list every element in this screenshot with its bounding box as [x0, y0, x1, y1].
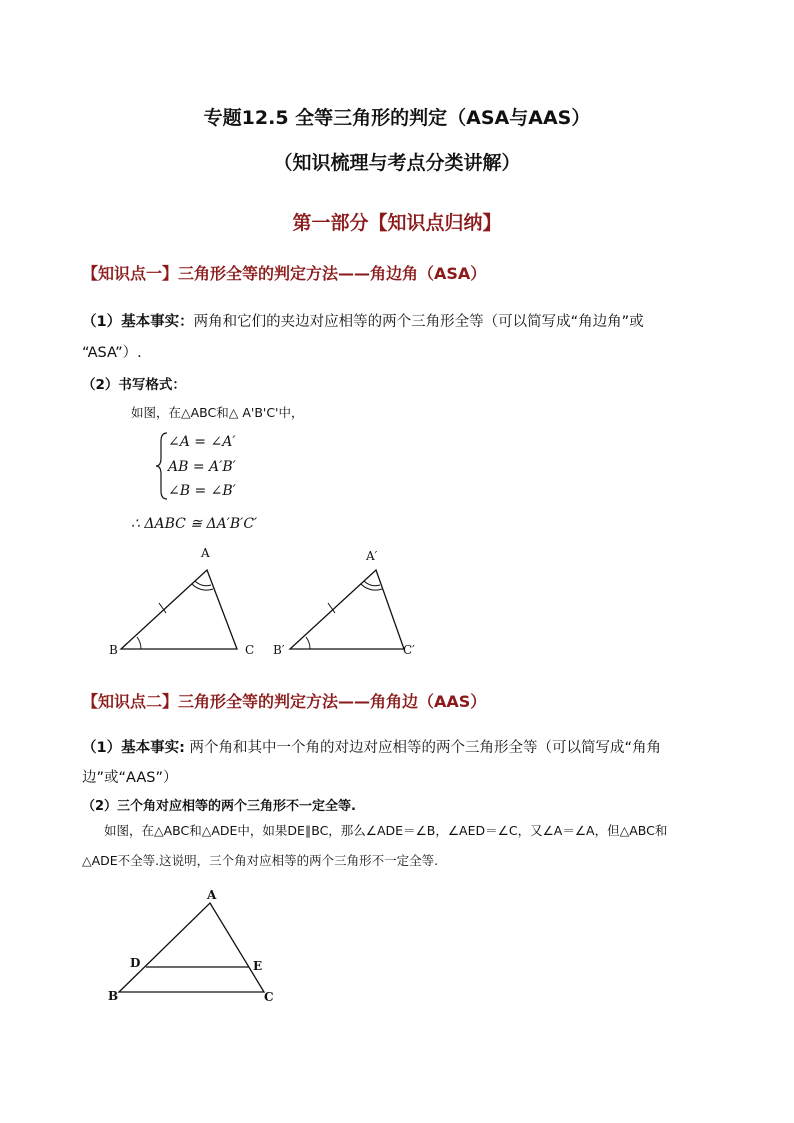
label-b: B — [109, 643, 118, 657]
kp2-fact-text: 两个角和其中一个角的对边对应相等的两个三角形全等（可以简写成“角角 — [184, 740, 662, 756]
kp1-fact-cont: “ASA”）. — [82, 345, 142, 361]
kp1-fact-label: （1）基本事实： — [82, 314, 194, 330]
kp2-item2: （2）三个角对应相等的两个三角形不一定全等. — [82, 799, 356, 814]
angle-b1-arc — [306, 637, 310, 649]
left-brace — [156, 433, 167, 499]
angle-a-arc-1 — [195, 581, 211, 586]
kp2-fact-label: （1）基本事实: — [82, 740, 185, 756]
triangle-abc-figure — [109, 546, 254, 657]
label-e-fig3: E — [253, 959, 263, 973]
kp2-para-line1: 如图，在△ABC和△ADE中，如果DE∥BC，那么∠ADE＝∠B，∠AED＝∠C，又∠A＝∠A，但△ABC和 — [104, 823, 668, 838]
angle-b-arc — [137, 637, 141, 649]
kp1-heading: 【知识点一】三角形全等的判定方法——角边角（ASA） — [82, 264, 487, 283]
triangle-a1b1c1 — [290, 570, 404, 649]
kp2-fact-cont: 边”或“AAS”） — [82, 770, 178, 786]
condition-1: ∠A = ∠A′ — [168, 434, 236, 450]
label-a: A — [201, 546, 210, 560]
kp2-heading: 【知识点二】三角形全等的判定方法——角角边（AAS） — [82, 692, 487, 711]
label-a1: A′ — [366, 549, 378, 563]
triangle-a1b1c1-figure — [273, 549, 415, 657]
label-a-fig3: A — [207, 888, 217, 902]
label-c-fig3: C — [264, 990, 274, 1004]
label-c: C — [245, 643, 255, 657]
triangle-abc-large — [119, 903, 264, 992]
triangle-ade-figure — [108, 888, 274, 1004]
label-c1: C′ — [403, 643, 415, 657]
kp1-fact-text: 两角和它们的夹边对应相等的两个三角形全等（可以简写成“角边角”或 — [193, 314, 644, 330]
condition-3: ∠B = ∠B′ — [168, 483, 236, 499]
conclusion: ∴ ΔABC ≅ ΔA′B′C′ — [131, 516, 258, 532]
kp2-para-line2: △ADE不全等.这说明，三个角对应相等的两个三角形不一定全等. — [82, 853, 439, 868]
kp1-intro: 如图，在△ABC和△ A'B'C'中， — [131, 405, 304, 420]
condition-2: AB = A′B′ — [168, 459, 236, 475]
label-b-fig3: B — [108, 989, 119, 1003]
label-b1: B′ — [273, 643, 285, 657]
page-subtitle: （知识梳理与考点分类讲解） — [273, 152, 521, 174]
kp1-format-label: （2）书写格式： — [82, 377, 186, 393]
label-d-fig3: D — [130, 956, 141, 970]
page-title: 专题12.5 全等三角形的判定（ASA与AAS） — [203, 107, 591, 129]
angle-a1-arc-1 — [364, 581, 380, 586]
triangle-abc — [121, 570, 237, 649]
part1-heading: 第一部分【知识点归纳】 — [292, 212, 502, 234]
